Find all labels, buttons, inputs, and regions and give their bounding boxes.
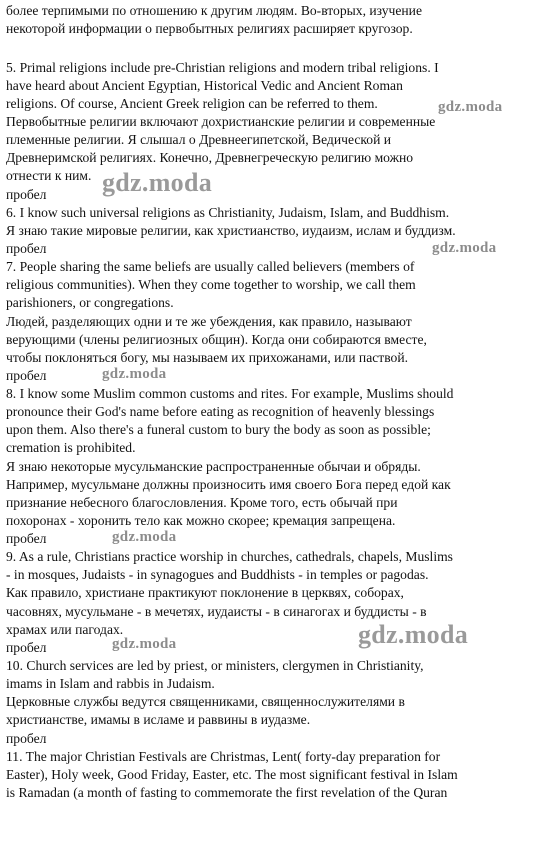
text-line: Easter), Holy week, Good Friday, Easter, etc. The most significant festival in Islam (6, 767, 458, 782)
text-line: religions. Of course, Ancient Greek religion can be referred to them. (6, 96, 378, 111)
watermark-text: gdz.moda (432, 240, 497, 256)
watermark-text: gdz.moda (438, 99, 503, 115)
text-line: верующими (члены религиозных общин). Когда они собираются вместе, (6, 332, 427, 347)
text-line: religious communities). When they come together to worship, we call them (6, 277, 416, 292)
text-line: 11. The major Christian Festivals are Christmas, Lent( forty-day preparation for (6, 749, 441, 764)
text-line: храмах или пагодах. (6, 622, 124, 637)
text-line: похоронах - хоронить тело как можно скорее; кремация запрещена. (6, 513, 396, 528)
text-line: pronounce their God's name before eating as recognition of heavenly blessings (6, 404, 435, 419)
spacer-label: пробел (6, 731, 47, 746)
text-line: 8. I know some Muslim common customs and rites. For example, Muslims should (6, 386, 454, 401)
text-line: 10. Church services are led by priest, or ministers, clergymen in Christianity, (6, 658, 424, 673)
text-line: 6. I know such universal religions as Christianity, Judaism, Islam, and Buddhism. (6, 205, 450, 220)
text-line: 7. People sharing the same beliefs are usually called believers (members of (6, 259, 415, 274)
watermark-text: gdz.moda (102, 366, 167, 382)
text-line: - in mosques, Judaists - in synagogues and Buddhists - in temples or pagodas. (6, 567, 429, 582)
text-line: 9. As a rule, Christians practice worship in churches, cathedrals, chapels, Muslims (6, 549, 453, 564)
text-line: Людей, разделяющих одни и те же убеждения, как правило, называют (6, 314, 412, 329)
watermark-text: gdz.moda (358, 620, 469, 649)
text-line: Я знаю некоторые мусульманские распространенные обычаи и обряды. (6, 459, 421, 474)
text-line: upon them. Also there's a funeral custom to bury the body as soon as possible; (6, 422, 431, 437)
spacer-label: пробел (6, 241, 47, 256)
text-line: более терпимыми по отношению к другим людям. Во-вторых, изучение (6, 3, 422, 18)
spacer-label: пробел (6, 640, 47, 655)
text-line: христианстве, имамы в исламе и раввины в иудазме. (6, 712, 311, 727)
watermark-text: gdz.moda (112, 636, 177, 652)
text-line: часовнях, мусульмане - в мечетях, иудаисты - в синагогах и буддисты - в (6, 604, 427, 619)
text-line: 5. Primal religions include pre-Christian religions and modern tribal religions. I (6, 60, 439, 75)
spacer-label: пробел (6, 187, 47, 202)
spacer-label: пробел (6, 531, 47, 546)
text-line: imams in Islam and rabbis in Judaism. (6, 676, 215, 691)
text-line: отнести к ним. (6, 168, 92, 183)
text-line: cremation is prohibited. (6, 440, 136, 455)
text-line: Как правило, христиане практикуют поклонение в церквях, соборах, (6, 585, 404, 600)
text-line: признание небесного благословления. Кроме того, есть обычай при (6, 495, 398, 510)
text-line: have heard about Ancient Egyptian, Historical Vedic and Ancient Roman (6, 78, 403, 93)
text-line: Древнеримской религиях. Конечно, Древнегреческую религию можно (6, 150, 414, 165)
watermark-text: gdz.moda (112, 529, 177, 545)
text-line: parishioners, or congregations. (6, 295, 174, 310)
spacer-label: пробел (6, 368, 47, 383)
watermark-text: gdz.moda (102, 168, 213, 197)
text-line: племенные религии. Я слышал о Древнеегипетской, Ведической и (6, 132, 392, 147)
text-line: Первобытные религии включают дохристианские религии и современные (6, 114, 436, 129)
text-line: is Ramadan (a month of fasting to commemorate the first revelation of the Quran (6, 785, 448, 800)
text-line: Я знаю такие мировые религии, как христианство, иудаизм, ислам и буддизм. (6, 223, 456, 238)
text-line: Церковные службы ведутся священниками, священнослужителями в (6, 694, 405, 709)
text-line: Например, мусульмане должны произносить имя своего Бога перед едой как (6, 477, 451, 492)
text-line: чтобы поклоняться богу, мы называем их прихожанами, или паствой. (6, 350, 408, 365)
text-line: некоторой информации о первобытных религиях расширяет кругозор. (6, 21, 413, 36)
